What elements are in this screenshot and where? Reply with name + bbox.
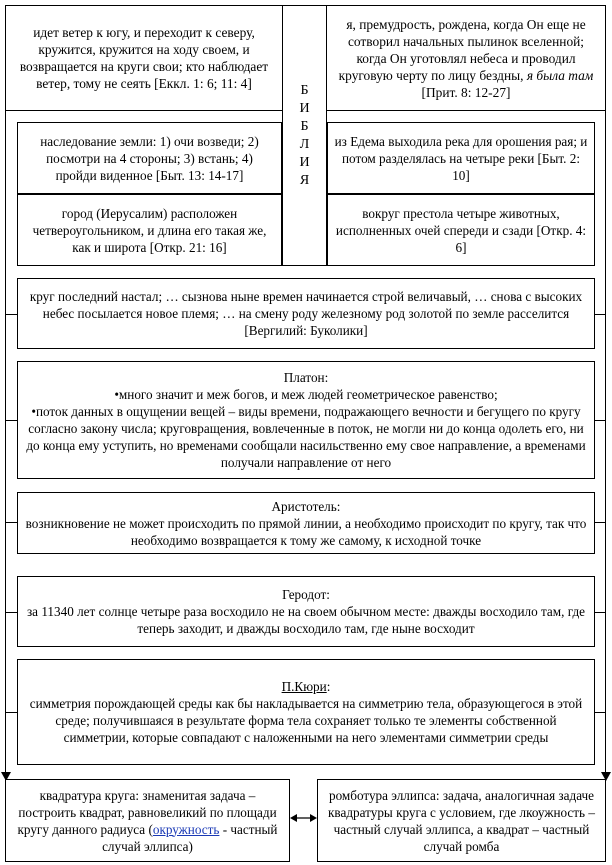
vergil-box xyxy=(17,278,595,349)
connector-right-5 xyxy=(595,712,606,713)
plato-point-2: •поток данных в ощущении вещей – виды времени, подражающего вечности и бегущего по кругу согласно закону числа; круговращения, вовлеченные в поток, не могли ни до конца одолеть его, ни до конца ему уступить, но временами сообщали насильственно ему свое направление, а временами получали направление от него xyxy=(26,404,586,470)
connector-left-2 xyxy=(5,420,17,421)
curie-title xyxy=(24,678,588,695)
curie-box xyxy=(17,659,595,765)
ellipse-rhombotura-box xyxy=(317,779,606,862)
aristotle-title: Аристотель: xyxy=(271,498,341,514)
herodotus-box xyxy=(17,576,595,647)
bible-letter-1: Б xyxy=(300,82,309,98)
genesis-land-box xyxy=(17,122,282,194)
revelation-city-box xyxy=(17,194,282,266)
aristotle-text: возникновение не может происходить по прямой линии, а необходимо происходит по кругу, так что необходимо возвращается к тому же самому, к исходной точке xyxy=(25,515,587,548)
bible-letter-2: И xyxy=(299,100,310,116)
connector-right-3 xyxy=(595,522,606,523)
ellipse-rhombotura-text: ромботура эллипса: задача, аналогичная задаче квадратуры круга с условием, где лкоужность – частный случай эллипса, а квадрат – частный случай ромба xyxy=(328,787,595,854)
connector-left-3 xyxy=(5,522,17,523)
connector-left-1 xyxy=(5,314,17,315)
curie-text: симметрия порождающей среды как бы накладывается на симметрию тела, образующегося в этой среде; получившаяся в результате форма тела сохраняет только те элементы собственной симметрии, которые совпадают с наложенными на него элементами симметрии среды xyxy=(29,696,583,745)
plato-box xyxy=(17,361,595,479)
ecclesiastes-text: идет ветер к югу, и переходит к северу, кружится, кружится на ходу своем, и возвращается на круги свои; кто наблюдает ветер, тому не сеять [Еккл. 1: 6; 11: 4] xyxy=(19,25,269,91)
proverbs-quote xyxy=(330,8,602,108)
proverbs-text-italic: я была там xyxy=(526,67,594,83)
bible-letter-4: Л xyxy=(299,136,310,152)
bible-letter-5: И xyxy=(299,154,310,170)
bible-vertical-label xyxy=(282,5,327,266)
proverbs-text-part-1: я, премудрость, рождена, когда Он еще не сотворил начальных пылинок вселенной; когда Он уготовлял небеса и проводил круговую черту по лицу бездны, xyxy=(338,16,586,83)
genesis-river-text: из Едема выходила река для орошения рая; и потом разделялась на четыре реки [Быт. 2: 10] xyxy=(334,133,588,183)
top-row-bottom-line-left xyxy=(5,110,282,111)
vergil-text: круг последний настал; … сызнова ныне времен начинается строй величавый, … снова с высоких небес посылается новое племя; … на смену роду железному род золотой по земле расселится [Вергилий: Буколики] xyxy=(29,289,583,338)
herodotus-text: за 11340 лет солнце четыре раза восходило не на своем обычном месте: дважды восходило там, где теперь заходит, и дважды восходило там, где ныне восходит xyxy=(26,604,586,636)
connector-left-4 xyxy=(5,612,17,613)
plato-point-1: •много значит и меж богов, и меж людей геометрическое равенство; xyxy=(114,387,498,402)
proverbs-reference: [Прит. 8: 12-27] xyxy=(421,84,511,100)
plato-title: Платон: xyxy=(283,370,329,385)
revelation-city-text: город (Иерусалим) расположен четвероугольником, и длина его такая же, как и широта [Откр. 21: 16] xyxy=(32,205,267,255)
connector-right-4 xyxy=(595,612,606,613)
genesis-land-text: наследование земли: 1) очи возведи; 2) посмотри на 4 стороны; 3) встань; 4) пройди виденное [Быт. 13: 14-17] xyxy=(40,133,259,183)
frame-left-line xyxy=(5,5,6,775)
herodotus-title: Геродот: xyxy=(282,587,330,602)
bible-letter-3: Б xyxy=(300,118,309,134)
proverbs-text xyxy=(336,16,596,101)
circle-quadrature-text-part-1: квадратура круга: знаменитая задача – построить квадрат, равновеликий по площади кругу данного радиуса ( xyxy=(17,787,277,837)
circle-quadrature-text xyxy=(12,787,283,855)
circle-quadrature-text-part-2: - частный случай эллипса) xyxy=(102,821,278,854)
bible-letter-6: Я xyxy=(299,172,310,188)
ecclesiastes-quote xyxy=(8,8,280,108)
connector-right-2 xyxy=(595,420,606,421)
top-row-bottom-line-right xyxy=(327,110,606,111)
genesis-river-box xyxy=(327,122,595,194)
circle-link[interactable]: окружность xyxy=(152,821,220,837)
revelation-throne-box xyxy=(327,194,595,266)
curie-title-name: П.Кюри xyxy=(281,679,327,694)
connector-right-1 xyxy=(595,314,606,315)
circle-quadrature-box xyxy=(5,779,290,862)
revelation-throne-text: вокруг престола четыре животных, исполненных очей спереди и сзади [Откр. 4: 6] xyxy=(335,205,587,255)
frame-right-line xyxy=(605,5,606,775)
double-arrow-icon xyxy=(290,812,317,824)
curie-title-colon: : xyxy=(326,679,331,694)
connector-left-5 xyxy=(5,712,17,713)
aristotle-box xyxy=(17,492,595,554)
